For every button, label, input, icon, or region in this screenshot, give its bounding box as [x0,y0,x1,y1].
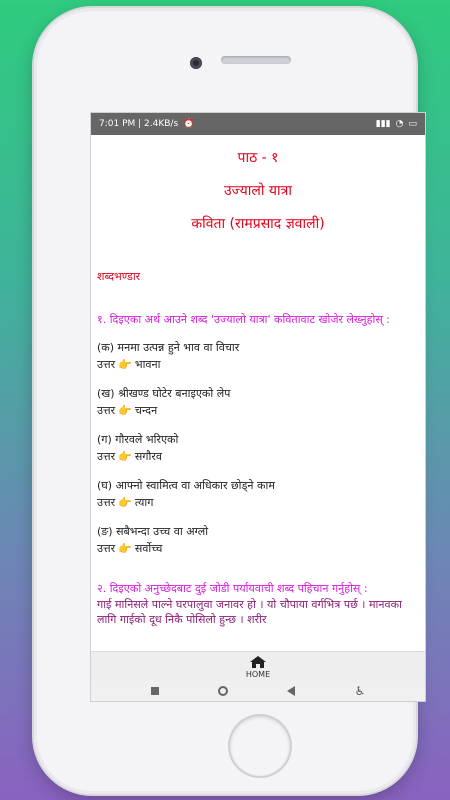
pointing-hand-icon: 👉 [118,404,132,417]
pointing-hand-icon: 👉 [118,496,132,509]
item-answer: सगौरव [134,450,162,463]
phone-frame [34,8,416,794]
item-meaning: (क) मनमा उत्पन्न हुने भाव वा विचार [97,341,240,354]
signal-icon: ▮▮▮ [375,119,391,129]
answer-prefix: उत्तर [97,542,116,555]
lesson-number: पाठ - १ [237,150,279,166]
lesson-title: उज्यालो यात्रा [223,183,293,199]
item-answer: त्याग [134,496,154,509]
alarm-icon: ⏰ [183,119,195,129]
pointing-hand-icon: 👉 [118,358,132,371]
back-icon[interactable] [287,686,295,696]
system-navigation-bar [91,681,425,701]
lesson-content[interactable] [91,135,425,651]
vocab-item [97,431,419,465]
status-bar [91,113,425,135]
earpiece-speaker [221,56,291,64]
vocab-item [97,339,419,373]
nav-home-button[interactable] [246,655,270,679]
answer-prefix: उत्तर [97,450,116,463]
pointing-hand-icon: 👉 [118,542,132,555]
item-answer: सर्वोच्च [134,542,163,555]
lesson-subtitle: कविता (रामप्रसाद ज्ञवाली) [191,216,325,232]
item-answer: चन्दन [134,404,158,417]
item-meaning: (ङ) सबैभन्दा उच्च वा अग्लो [97,525,209,538]
home-icon [249,655,267,669]
question-2: २. दिइएको अनुच्छेदबाट दुई जोडी पर्यायवाची शब्द पहिचान गर्नुहोस् : [97,582,368,595]
wifi-icon: ◔ [395,119,404,129]
bottom-navigation [91,651,425,682]
answer-prefix: उत्तर [97,358,116,371]
recent-apps-icon[interactable] [151,687,159,695]
answer-prefix: उत्तर [97,496,116,509]
vocab-item [97,385,419,419]
pointing-hand-icon: 👉 [118,450,132,463]
item-meaning: (ग) गौरवले भरिएको [97,433,179,446]
item-answer: भावना [134,358,161,371]
answer-prefix: उत्तर [97,404,116,417]
app-screen [90,112,426,702]
physical-home-button[interactable] [230,716,290,776]
status-time-speed: 7:01 PM | 2.4KB/s [99,119,179,129]
section-heading: शब्दभण्डार [97,270,141,283]
front-camera [190,57,202,69]
item-meaning: (घ) आफ्नो स्वामित्व वा अधिकार छोड्ने काम [97,479,275,492]
passage-paragraph: गाई मानिसले पाल्ने घरपालुवा जनावर हो । यो चौपाया वर्गभित्र पर्छ । मानवका लागि गाईको दूध निकै पोसिलो हुन्छ । शरीर [97,598,402,626]
accessibility-icon[interactable]: ♿ [354,684,366,698]
item-meaning: (ख) श्रीखण्ड घोटेर बनाइएको लेप [97,387,231,400]
home-circle-icon[interactable] [218,686,228,696]
vocab-item [97,477,419,511]
vocab-item [97,523,419,557]
battery-icon: ▭ [408,119,417,129]
question-1: १. दिइएका अर्थ आउने शब्द 'उज्यालो यात्रा' कवितावाट खोजेर लेख्नुहोस् : [97,313,390,326]
nav-home-label: HOME [245,670,271,679]
